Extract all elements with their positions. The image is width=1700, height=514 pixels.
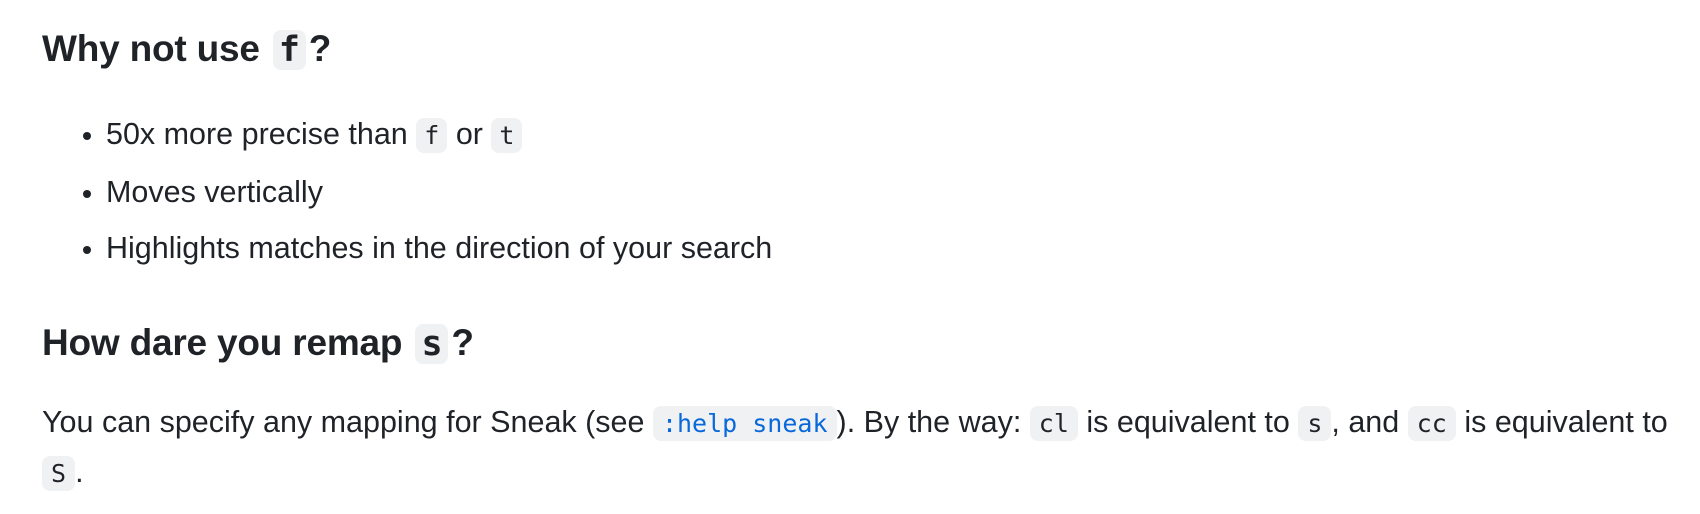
list-item [106,220,772,276]
heading-punct: ? [308,28,332,69]
heading-punct: ? [451,322,474,363]
heading-how-dare-you-remap-s [42,320,474,367]
inline-code: s [415,324,448,364]
paragraph-text: ). By the way: [836,405,1022,439]
paragraph-text: . [75,455,84,489]
inline-code: cl [1030,406,1078,441]
list-item-text: or [455,117,483,151]
heading-text: How dare you remap [42,322,403,363]
heading-text: Why not use [42,28,260,69]
paragraph-text: is equivalent to [1464,405,1668,439]
features-list [0,106,772,276]
remap-paragraph [42,398,1672,498]
inline-code: f [273,30,306,70]
paragraph-text: You can specify any mapping for Sneak (see [42,405,645,439]
heading-why-not-use-f [42,26,331,73]
list-item-text: Highlights matches in the direction of your search [106,231,773,265]
list-item [106,106,772,164]
inline-code: f [416,118,447,153]
inline-code: S [42,456,75,491]
inline-code: t [491,118,522,153]
paragraph-text: is equivalent to [1086,405,1290,439]
inline-code: cc [1408,406,1456,441]
inline-code: s [1298,406,1331,441]
list-item-text: 50x more precise than [106,117,408,151]
list-item [106,164,772,220]
paragraph-text: , and [1331,405,1400,439]
help-sneak-link[interactable]: :help sneak [653,406,837,441]
list-item-text: Moves vertically [106,175,323,209]
